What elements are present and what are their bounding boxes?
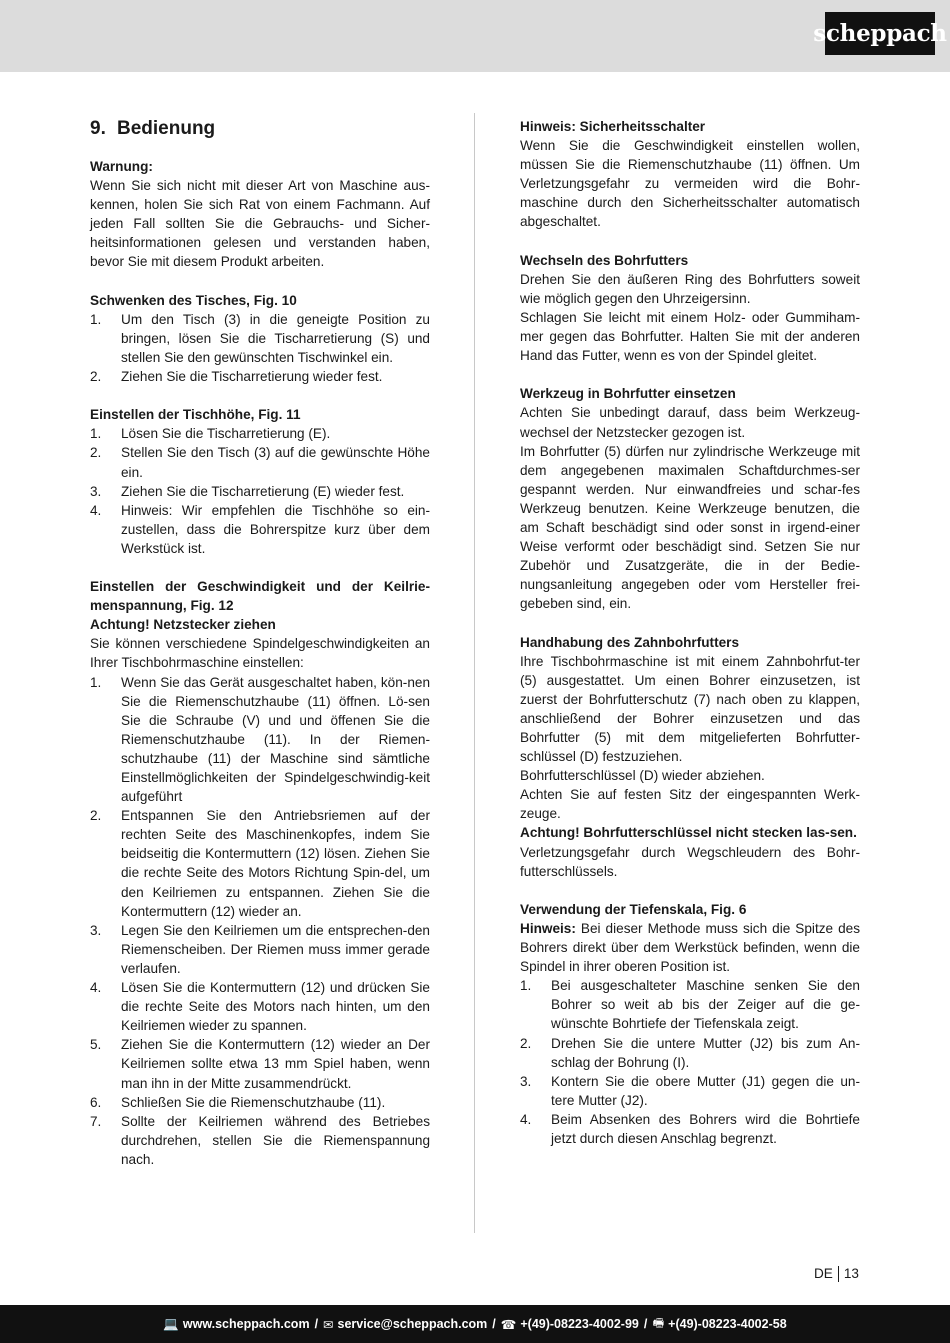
list-item bbox=[520, 1034, 860, 1072]
gear-chuck-text: Ihre Tischbohrmaschine ist mit einem Zahnbohrfut-ter (5) ausgestattet. Um einen Bohrer einzusetzen, ist zuerst der Bohrfutterschutz (7) nach oben zu klappen, anschließend der Bohrer einzusetzen und das Bohrfutter (5) mit dem mitgelieferten Bohrfutter-schlüssel (D) festzuziehen. bbox=[520, 653, 860, 765]
warning-text: Wenn Sie sich nicht mit dieser Art von Maschine aus-kennen, holen Sie sich Rat von einem Fachmann. Auf jeden Fall sollten Sie die Gebrauchs- und Sicher-heitsinformationen gelesen und verstanden haben, bevor Sie mit diesem Produkt arbeiten. bbox=[90, 178, 430, 270]
list-item bbox=[90, 482, 430, 501]
depth-scale-block bbox=[520, 900, 860, 1148]
gear-chuck-text: Verletzungsgefahr durch Wegschleudern des Bohr-futterschlüssels. bbox=[520, 844, 860, 879]
tool-insert-text: Im Bohrfutter (5) dürfen nur zylindrische Werkzeuge mit dem angegebenen maximalen Schaftdurchmes-ser gespannt werden. Nur einwandfreies und schar-fes Werkzeug benutzen. Keine Werkzeuge benutzen, die am Schaft beschädigt sind oder sonst in irgend-einer Weise verformt oder beschädigt sind. Setzen Sie nur Zubehör und Zusatzgeräte, die in der Bedie-nungsanleitung angegeben oder vom Hersteller frei-gebeben sind, ein. bbox=[520, 443, 860, 612]
footer-separator: / bbox=[643, 1317, 648, 1331]
list-number: 3. bbox=[90, 922, 102, 938]
chuck-change-text: Drehen Sie den äußeren Ring des Bohrfutters soweit wie möglich gegen den Uhrzeigersinn. bbox=[520, 271, 860, 306]
mail-icon: ✉ bbox=[323, 1317, 334, 1332]
speed-title: Einstellen der Geschwindigkeit und der Keilrie-menspannung, Fig. 12 bbox=[90, 579, 430, 614]
gear-chuck-warning: Achtung! Bohrfutterschlüssel nicht stecken las-sen. bbox=[520, 825, 857, 841]
list-item bbox=[90, 921, 430, 978]
safety-switch-block bbox=[520, 117, 860, 232]
list-number: 3. bbox=[90, 483, 102, 499]
list-item bbox=[90, 367, 430, 386]
list-number: 2. bbox=[520, 1035, 532, 1051]
tool-insert-block bbox=[520, 384, 860, 613]
list-item bbox=[520, 1110, 860, 1148]
brand-logo: scheppach bbox=[825, 12, 935, 55]
list-text: Beim Absenken des Bohrers wird die Bohrtiefe jetzt durch diesen Anschlag begrenzt. bbox=[551, 1111, 860, 1146]
list-text: Lösen Sie die Tischarretierung (E). bbox=[121, 426, 331, 442]
gear-chuck-title: Handhabung des Zahnbohrfutters bbox=[520, 634, 740, 650]
list-number: 2. bbox=[90, 808, 102, 824]
depth-scale-note bbox=[520, 919, 860, 976]
list-text: Ziehen Sie die Tischarretierung (E) wieder fest. bbox=[121, 483, 405, 499]
list-item bbox=[90, 1093, 430, 1112]
chuck-change-text: Schlagen Sie leicht mit einem Holz- oder Gummiham-mer gegen das Bohrfutter. Halten Sie mit der anderen Hand das Futter, wenn es von der Spindel gleitet. bbox=[520, 309, 860, 364]
note-text: Bei dieser Methode muss sich die Spitze des Bohrers direkt über dem Werkstück befinden, wenn die Spindel in ihrer oberen Position ist. bbox=[520, 920, 860, 975]
gear-chuck-block bbox=[520, 633, 860, 881]
fax-icon: 🖷 bbox=[652, 1315, 665, 1330]
right-column bbox=[520, 117, 860, 1167]
warning-block bbox=[90, 157, 430, 272]
list-item bbox=[90, 310, 430, 367]
list-number: 4. bbox=[90, 502, 102, 518]
list-item bbox=[90, 424, 430, 443]
table-height-block bbox=[90, 405, 430, 558]
page-language: DE bbox=[813, 1266, 833, 1281]
footer-fax: +(49)-08223-4002-58 bbox=[668, 1317, 787, 1331]
list-text: Bei ausgeschalteter Maschine senken Sie den Bohrer so weit ab bis der Zeiger auf die ge-wünschte Bohrtiefe der Tiefenskala zeigt. bbox=[551, 978, 860, 1032]
list-number: 2. bbox=[90, 445, 102, 461]
page-number bbox=[814, 1265, 859, 1283]
list-text: Sollte der Keilriemen während des Betriebes durchdrehen, stellen Sie die Riemenspannung nach. bbox=[121, 1113, 430, 1167]
warning-title: Warnung: bbox=[90, 159, 153, 174]
list-number: 6. bbox=[90, 1094, 102, 1110]
note-label: Hinweis: bbox=[520, 920, 576, 936]
footer-phone: +(49)-08223-4002-99 bbox=[520, 1317, 639, 1331]
list-text: Schließen Sie die Riemenschutzhaube (11). bbox=[121, 1094, 386, 1110]
list-item bbox=[520, 1072, 860, 1110]
speed-intro: Sie können verschiedene Spindelgeschwindigkeiten an Ihrer Tischbohrmaschine einstellen: bbox=[90, 636, 430, 671]
tilt-table-block bbox=[90, 291, 430, 386]
speed-block bbox=[90, 577, 430, 1169]
safety-switch-title: Hinweis: Sicherheitsschalter bbox=[520, 119, 706, 134]
list-number: 1. bbox=[520, 978, 532, 994]
footer-bar bbox=[0, 1305, 950, 1343]
safety-switch-text: Wenn Sie die Geschwindigkeit einstellen wollen, müssen Sie die Riemenschutzhaube (11) öffnen. Um Verletzungsgefahr zu vermeiden wird die Bohr-maschine durch den Sicherheitsschalter automatisch abgeschaltet. bbox=[520, 138, 860, 230]
depth-scale-title: Verwendung der Tiefenskala, Fig. 6 bbox=[520, 901, 747, 917]
list-text: Drehen Sie die untere Mutter (J2) bis zum An-schlag der Bohrung (I). bbox=[551, 1035, 860, 1070]
list-number: 4. bbox=[520, 1111, 532, 1127]
header-bar bbox=[0, 0, 950, 72]
list-item bbox=[90, 1035, 430, 1092]
page-number-value: 13 bbox=[843, 1266, 859, 1281]
tilt-table-title: Schwenken des Tisches, Fig. 10 bbox=[90, 292, 297, 308]
list-item bbox=[90, 673, 430, 807]
list-number: 1. bbox=[90, 426, 102, 442]
list-text: Kontern Sie die obere Mutter (J1) gegen die un-tere Mutter (J2). bbox=[551, 1073, 860, 1108]
list-text: Ziehen Sie die Tischarretierung wieder fest. bbox=[121, 369, 383, 385]
footer-email[interactable]: service@scheppach.com bbox=[337, 1317, 488, 1331]
gear-chuck-text: Achten Sie auf festen Sitz der eingespannten Werk-zeuge. bbox=[520, 787, 860, 822]
left-column bbox=[90, 117, 430, 1188]
gear-chuck-text: Bohrfutterschlüssel (D) wieder abziehen. bbox=[520, 768, 765, 784]
chuck-change-title: Wechseln des Bohrfutters bbox=[520, 252, 689, 268]
computer-icon: 💻 bbox=[163, 1316, 179, 1331]
tool-insert-title: Werkzeug in Bohrfutter einsetzen bbox=[520, 386, 736, 402]
section-title: Bedienung bbox=[117, 118, 216, 139]
footer-separator: / bbox=[492, 1317, 496, 1331]
list-number: 2. bbox=[90, 369, 102, 385]
list-text: Hinweis: Wir empfehlen die Tischhöhe so ein-zustellen, dass die Bohrerspitze kurz über dem Werkstück ist. bbox=[121, 502, 430, 556]
list-number: 1. bbox=[90, 674, 102, 690]
footer-separator: / bbox=[314, 1317, 319, 1331]
list-text: Stellen Sie den Tisch (3) auf die gewünschte Höhe ein. bbox=[121, 445, 430, 480]
list-number: 1. bbox=[90, 311, 102, 327]
phone-icon: ☎ bbox=[500, 1317, 517, 1332]
section-heading bbox=[90, 117, 430, 141]
chuck-change-block bbox=[520, 251, 860, 366]
list-text: Um den Tisch (3) in die geneigte Position zu bringen, lösen Sie die Tischarretierung (S) und stellen Sie den gewünschten Tischwinkel ein. bbox=[121, 311, 430, 365]
list-number: 7. bbox=[90, 1113, 102, 1129]
page-number-divider bbox=[838, 1266, 839, 1282]
list-item bbox=[90, 443, 430, 481]
list-number: 5. bbox=[90, 1037, 102, 1053]
list-item bbox=[90, 978, 430, 1035]
list-text: Legen Sie den Keilriemen um die entsprechen-den Riemenscheiben. Der Riemen muss immer gerade verlaufen. bbox=[121, 922, 430, 976]
list-item bbox=[90, 501, 430, 558]
list-item bbox=[90, 806, 430, 921]
table-height-title: Einstellen der Tischhöhe, Fig. 11 bbox=[90, 407, 301, 423]
list-number: 3. bbox=[520, 1073, 532, 1089]
list-number: 4. bbox=[90, 980, 102, 996]
list-item bbox=[520, 976, 860, 1033]
footer-website[interactable]: www.scheppach.com bbox=[182, 1317, 310, 1331]
list-item bbox=[90, 1112, 430, 1169]
tool-insert-text: Achten Sie unbedingt darauf, dass beim Werkzeug-wechsel der Netzstecker gezogen ist. bbox=[520, 405, 860, 440]
list-text: Entspannen Sie den Antriebsriemen auf der rechten Seite des Maschinenkopfes, indem Sie beidseitig die Kontermuttern (12) lösen. Ziehen Sie die rechte Seite des Motors Richtung Spin-del, um den Keilriemen zu entspannen. Ziehen Sie die Kontermuttern (12) wieder an. bbox=[121, 808, 430, 919]
column-divider bbox=[474, 113, 475, 1233]
speed-warning: Achtung! Netzstecker ziehen bbox=[90, 617, 276, 633]
section-number: 9. bbox=[90, 118, 106, 139]
list-text: Lösen Sie die Kontermuttern (12) und drücken Sie die rechte Seite des Motors nach hinten, um den Keilriemen wieder zu spannen. bbox=[121, 980, 430, 1034]
list-text: Ziehen Sie die Kontermuttern (12) wieder an Der Keilriemen sollte etwa 13 mm Spiel haben, wenn man ihn in der Mitte zusammendrückt. bbox=[121, 1037, 430, 1091]
list-text: Wenn Sie das Gerät ausgeschaltet haben, kön-nen Sie die Riemenschutzhaube (11) öffnen. Lö-sen Sie die Schraube (V) und und öffenen Sie die Riemenschutzhaube (11). In der Riemen-schutzhaube (11) der Maschine sind sämtliche Einstellmöglichkeiten der Spindelgeschwindig-keit aufgeführt bbox=[121, 674, 430, 805]
